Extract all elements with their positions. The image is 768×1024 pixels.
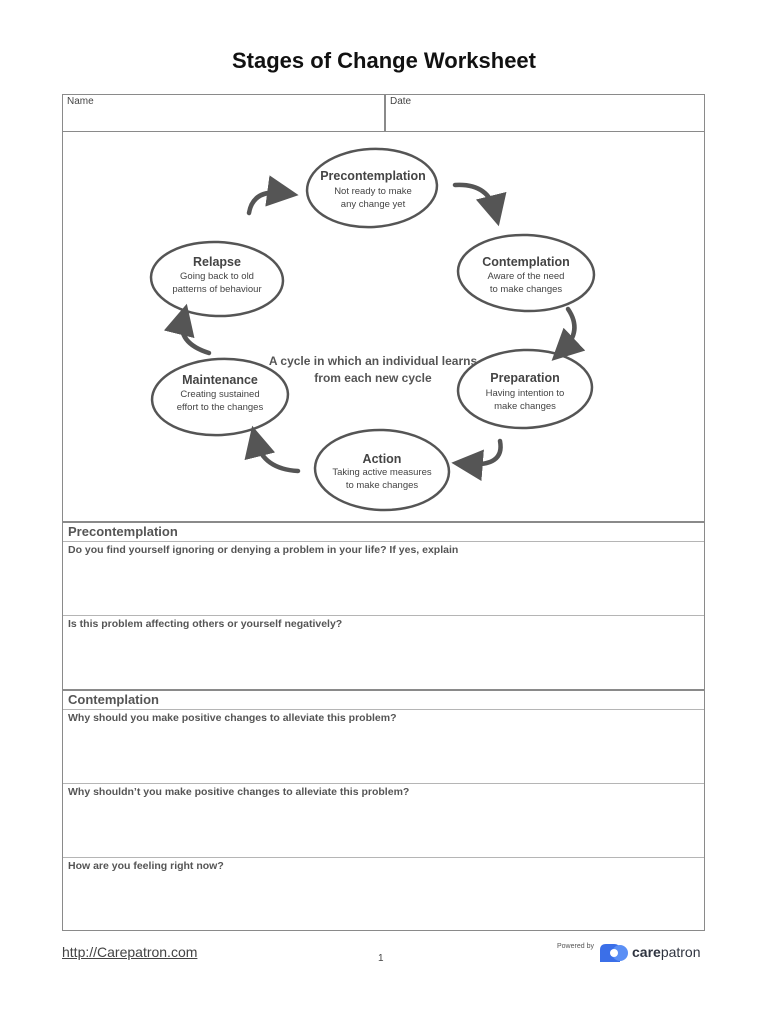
stage-desc-contemplation: Aware of the need to make changes [487,271,565,295]
divider [63,689,704,691]
cycle-center-caption: A cycle in which an individual learns from each new cycle [268,354,478,385]
page-number: 1 [378,953,384,964]
name-date-row [63,95,704,132]
stage-desc-precontemplation: Not ready to make any change yet [334,186,412,210]
stage-title-contemplation: Contemplation [482,255,570,269]
question-feeling-now: How are you feeling right now? [68,860,224,872]
stage-title-relapse: Relapse [193,255,241,269]
stage-desc-action: Taking active measures to make changes [332,467,432,491]
name-date-divider [384,95,386,131]
carepatron-link[interactable]: http://Carepatron.com [62,944,198,960]
divider [63,783,704,784]
question-shouldnt-change: Why shouldn’t you make positive changes to alleviate this problem? [68,786,410,798]
worksheet-frame [62,94,705,931]
carepatron-logo-icon [598,942,630,964]
question-affecting-others: Is this problem affecting others or yourself negatively? [68,618,343,630]
question-denying-problem: Do you find yourself ignoring or denying a problem in your life? If yes, explain [68,544,459,556]
arrow-contemplation-to-preparation [563,309,574,350]
brand-rest: patron [660,944,701,960]
stage-title-precontemplation: Precontemplation [320,169,426,183]
divider [63,615,704,616]
brand-bold: care [632,944,661,960]
page-title: Stages of Change Worksheet [232,48,536,73]
arrow-action-to-maintenance [256,441,298,471]
divider [63,521,704,523]
stages-cycle-diagram [63,131,704,521]
powered-by-label: Powered by [557,943,594,950]
arrow-precontemplation-to-contemplation [455,185,495,211]
question-should-change: Why should you make positive changes to alleviate this problem? [68,712,397,724]
divider [63,857,704,858]
arrow-relapse-to-precontemplation [249,192,283,213]
stage-title-action: Action [362,452,402,466]
stage-desc-preparation: Having intention to make changes [485,388,565,412]
carepatron-wordmark [632,944,701,960]
divider [63,709,704,710]
stage-desc-relapse: Going back to old patterns of behaviour [172,271,262,295]
arrow-preparation-to-action [467,441,501,464]
stage-title-preparation: Preparation [490,371,560,385]
stage-title-maintenance: Maintenance [182,373,258,387]
section-heading-contemplation: Contemplation [68,692,159,707]
name-field-label: Name [67,96,94,107]
arrow-maintenance-to-relapse [182,319,209,353]
date-field-label: Date [390,96,412,107]
section-heading-precontemplation: Precontemplation [68,524,178,539]
stage-desc-maintenance: Creating sustained effort to the changes [176,389,264,413]
divider [63,541,704,542]
